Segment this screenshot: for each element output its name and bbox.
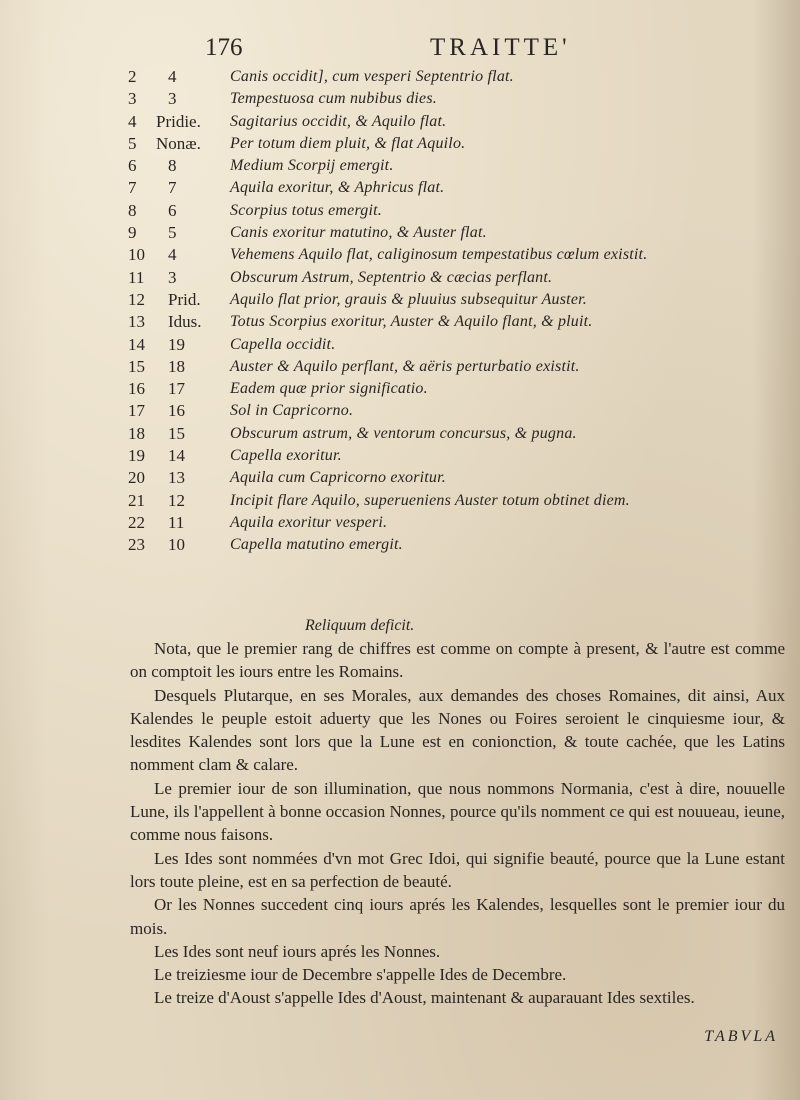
modern-day: 2	[128, 67, 137, 86]
paragraph: Le premier iour de son illumination, que nous nommons Normania, c'est à dire, nouuelle Lune, ils l'appellent à bonne occasion Nonnes, pource qu'ils nomment ce qui est nouueau, ieune, comme nous faisons.	[130, 778, 785, 845]
calendar-row	[128, 334, 788, 356]
modern-day: 13	[128, 312, 145, 332]
running-title: TRAITTE'	[430, 34, 571, 61]
calendar-note: Capella matutino emergit.	[230, 536, 403, 554]
calendar-note: Scorpius totus emergit.	[230, 201, 382, 219]
calendar-note: Aquila exoritur, & Aphricus flat.	[230, 179, 445, 197]
paragraph: Les Ides sont neuf iours aprés les Nonnes.	[154, 941, 441, 961]
calendar-row	[128, 222, 788, 244]
calendar-note: Canis exoritur matutino, & Auster flat.	[230, 224, 487, 242]
modern-day: 10	[128, 245, 145, 265]
roman-day: Prid.	[168, 289, 201, 309]
calendar-row	[128, 289, 788, 311]
modern-day: 14	[128, 334, 145, 354]
calendar-note: Vehemens Aquilo flat, caliginosum tempestatibus cœlum existit.	[230, 246, 648, 264]
calendar-row	[128, 311, 788, 333]
paragraph: Le treiziesme iour de Decembre s'appelle Ides de Decembre.	[154, 965, 567, 985]
calendar-row	[128, 200, 788, 222]
roman-day: 14	[168, 446, 185, 466]
modern-day: 7	[128, 178, 137, 198]
roman-day: 7	[168, 178, 177, 198]
modern-day: 6	[128, 156, 137, 176]
modern-day: 17	[128, 401, 145, 421]
calendar-note: Sagitarius occidit, & Aquilo flat.	[230, 112, 447, 130]
calendar-row	[128, 155, 788, 177]
modern-day: 21	[128, 490, 145, 510]
modern-day: 4	[128, 111, 137, 131]
roman-day: 3	[168, 267, 177, 287]
roman-day: 17	[168, 379, 185, 399]
paragraph: Desquels Plutarque, en ses Morales, aux demandes des choses Romaines, dit ainsi, Aux Kalendes le peuple estoit aduerty que les Nones ou Foires seroient le cinquiesme iour, & lesdites Kalendes sont lors que la Lune est en conionction, & toute cachée, que les Latins nomment clam & calare.	[130, 685, 785, 775]
calendar-note: Capella exoritur.	[230, 447, 342, 465]
modern-day: 11	[128, 267, 145, 287]
modern-day: 22	[128, 512, 145, 532]
roman-day: 4	[168, 245, 177, 265]
roman-day: 10	[168, 535, 185, 555]
calendar-note: Auster & Aquilo perflant, & aëris perturbatio existit.	[230, 357, 580, 375]
calendar-note: Obscurum astrum, & ventorum concursus, & pugna.	[230, 424, 577, 442]
roman-day: 8	[168, 156, 177, 176]
calendar-note: Per totum diem pluit, & flat Aquilo.	[230, 134, 466, 152]
paragraph: Or les Nonnes succedent cinq iours aprés les Kalendes, lesquelles sont le premier iour du mois.	[130, 895, 785, 938]
calendar-row	[128, 244, 788, 266]
calendar-row	[128, 400, 788, 422]
calendar-note: Totus Scorpius exoritur, Auster & Aquilo flant, & pluit.	[230, 313, 593, 331]
modern-day: 12	[128, 289, 145, 309]
modern-day: 16	[128, 379, 145, 399]
calendar-row	[128, 445, 788, 467]
calendar-row	[128, 88, 788, 110]
modern-day: 18	[128, 423, 145, 443]
calendar-row	[128, 177, 788, 199]
modern-day: 15	[128, 356, 145, 376]
roman-day: 3	[168, 89, 177, 109]
calendar-row	[128, 267, 788, 289]
roman-day: 15	[168, 423, 185, 443]
modern-day: 5	[128, 133, 137, 153]
calendar-row	[128, 66, 788, 88]
modern-day: 8	[128, 200, 137, 220]
calendar-row	[128, 490, 788, 512]
calendar-row	[128, 356, 788, 378]
calendar-note: Aquila cum Capricorno exoritur.	[230, 469, 446, 487]
roman-day: 18	[168, 356, 185, 376]
roman-day: 4	[168, 67, 177, 86]
page-number: 176	[205, 34, 243, 61]
modern-day: 3	[128, 89, 137, 109]
roman-day: 13	[168, 468, 185, 488]
paragraph: Nota, que le premier rang de chiffres est comme on compte à present, & l'autre est comme on comptoit les iours entre les Romains.	[130, 639, 785, 682]
calendar-table	[128, 66, 788, 557]
modern-day: 23	[128, 535, 145, 555]
calendar-note: Medium Scorpij emergit.	[230, 157, 394, 175]
modern-day: 9	[128, 223, 137, 243]
roman-day: 12	[168, 490, 185, 510]
paragraph: Le treize d'Aoust s'appelle Ides d'Aoust, maintenant & auparauant Ides sextiles.	[154, 988, 695, 1008]
calendar-note: Sol in Capricorno.	[230, 402, 354, 420]
roman-day: Pridie.	[156, 111, 201, 131]
reliquum-note: Reliquum deficit.	[305, 617, 415, 634]
calendar-row	[128, 423, 788, 445]
modern-day: 19	[128, 446, 145, 466]
roman-day: 5	[168, 223, 177, 243]
calendar-note: Eadem quæ prior significatio.	[230, 380, 428, 398]
calendar-row	[128, 512, 788, 534]
calendar-note: Incipit flare Aquilo, superueniens Auster totum obtinet diem.	[230, 491, 630, 509]
calendar-row	[128, 534, 788, 556]
calendar-row	[128, 111, 788, 133]
calendar-row	[128, 133, 788, 155]
calendar-note: Capella occidit.	[230, 335, 336, 353]
roman-day: 16	[168, 401, 185, 421]
calendar-note: Aquilo flat prior, grauis & pluuius subsequitur Auster.	[230, 290, 587, 308]
roman-day: Nonæ.	[156, 133, 201, 153]
roman-day: 19	[168, 334, 185, 354]
roman-day: 11	[168, 512, 185, 532]
calendar-note: Tempestuosa cum nubibus dies.	[230, 90, 437, 108]
roman-day: 6	[168, 200, 177, 220]
paragraph: Les Ides sont nommées d'vn mot Grec Idoi, qui signifie beauté, pource que la Lune estant lors toute pleine, est en sa perfection de beauté.	[130, 848, 785, 891]
roman-day: Idus.	[168, 312, 202, 332]
calendar-row	[128, 378, 788, 400]
calendar-row	[128, 467, 788, 489]
calendar-note: Canis occidit], cum vesperi Septentrio flat.	[230, 68, 514, 85]
calendar-note: Aquila exoritur vesperi.	[230, 513, 388, 531]
commentary-text	[130, 637, 785, 1010]
modern-day: 20	[128, 468, 145, 488]
catchword: TABVLA	[704, 1028, 778, 1045]
calendar-note: Obscurum Astrum, Septentrio & cæcias perflant.	[230, 268, 553, 286]
